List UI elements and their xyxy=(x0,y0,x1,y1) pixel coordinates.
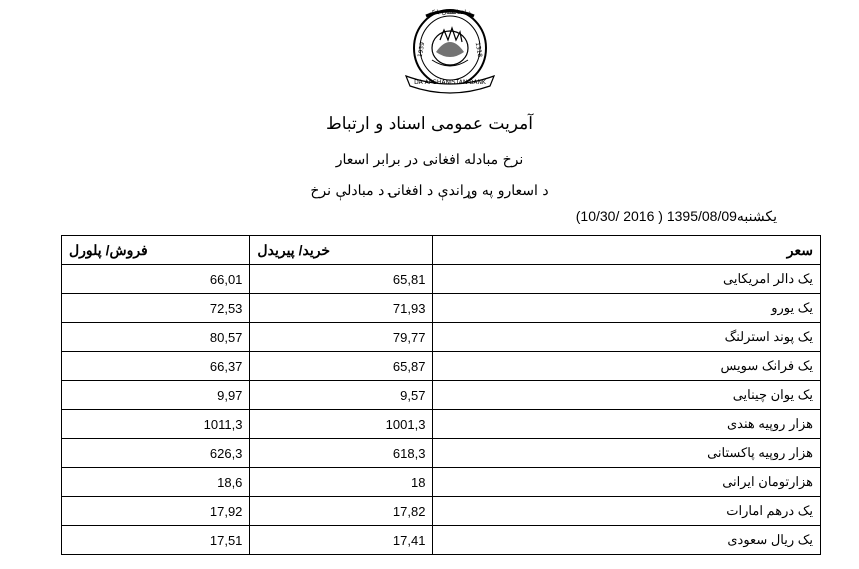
buy-rate: 17,82 xyxy=(250,497,433,526)
table-row xyxy=(62,323,821,352)
currency-name: یک یورو xyxy=(433,294,821,323)
table-row xyxy=(62,265,821,294)
office-title: آمریت عمومی اسناد و ارتباط xyxy=(325,114,534,134)
table-row xyxy=(62,439,821,468)
header-sell: فروش/ پلورل xyxy=(62,236,250,265)
date-line xyxy=(576,208,777,225)
table-row xyxy=(62,294,821,323)
seal-year-left: 1939 xyxy=(416,41,427,58)
buy-rate: 9,57 xyxy=(250,381,433,410)
seal-arabic-name: د افغانستان بانک xyxy=(429,9,471,16)
currency-name: یک پوند استرلنگ xyxy=(433,323,821,352)
title-dari: نرخ مبادله افغانی در برابر اسعار xyxy=(335,152,524,168)
seal-latin-name: DA AFGHANISTAN BANK xyxy=(414,79,486,86)
sell-rate: 9,97 xyxy=(62,381,250,410)
table-row xyxy=(62,410,821,439)
sell-rate: 66,01 xyxy=(62,265,250,294)
buy-rate: 1001,3 xyxy=(250,410,433,439)
currency-name: هزار روپیه پاکستانی xyxy=(433,439,821,468)
table-header-row xyxy=(62,236,821,265)
exchange-rate-table xyxy=(61,235,821,555)
title-pashto: د اسعارو په وړاندې د افغانۍ د مبادلې نرخ xyxy=(310,183,549,199)
sell-rate: 80,57 xyxy=(62,323,250,352)
table-row xyxy=(62,468,821,497)
sell-rate: 626,3 xyxy=(62,439,250,468)
sell-rate: 72,53 xyxy=(62,294,250,323)
sell-rate: 18,6 xyxy=(62,468,250,497)
date-gregorian: ( 2016 /10/30) xyxy=(575,208,663,224)
bank-seal xyxy=(392,2,508,96)
sell-rate: 17,92 xyxy=(62,497,250,526)
header-currency: سعر xyxy=(433,236,821,265)
sell-rate: 66,37 xyxy=(62,352,250,381)
buy-rate: 65,81 xyxy=(250,265,433,294)
table-row xyxy=(62,381,821,410)
table-row xyxy=(62,526,821,555)
currency-name: یک ریال سعودی xyxy=(433,526,821,555)
header-buy: خرید/ پیریدل xyxy=(250,236,433,265)
buy-rate: 79,77 xyxy=(250,323,433,352)
buy-rate: 17,41 xyxy=(250,526,433,555)
seal-year-right: 1318 xyxy=(473,41,484,58)
day-name: یکشنبه xyxy=(736,208,777,224)
buy-rate: 618,3 xyxy=(250,439,433,468)
table-row xyxy=(62,352,821,381)
currency-name: یک دالر امریکایی xyxy=(433,265,821,294)
table-row xyxy=(62,497,821,526)
currency-name: هزارتومان ایرانی xyxy=(433,468,821,497)
buy-rate: 18 xyxy=(250,468,433,497)
buy-rate: 71,93 xyxy=(250,294,433,323)
currency-name: هزار روپیه هندی xyxy=(433,410,821,439)
bank-seal-icon xyxy=(392,2,508,96)
currency-name: یک فرانک سویس xyxy=(433,352,821,381)
buy-rate: 65,87 xyxy=(250,352,433,381)
currency-name: یک یوان چینایی xyxy=(433,381,821,410)
date-solar: 1395/08/09 xyxy=(666,208,737,224)
sell-rate: 1011,3 xyxy=(62,410,250,439)
currency-name: یک درهم امارات xyxy=(433,497,821,526)
sell-rate: 17,51 xyxy=(62,526,250,555)
